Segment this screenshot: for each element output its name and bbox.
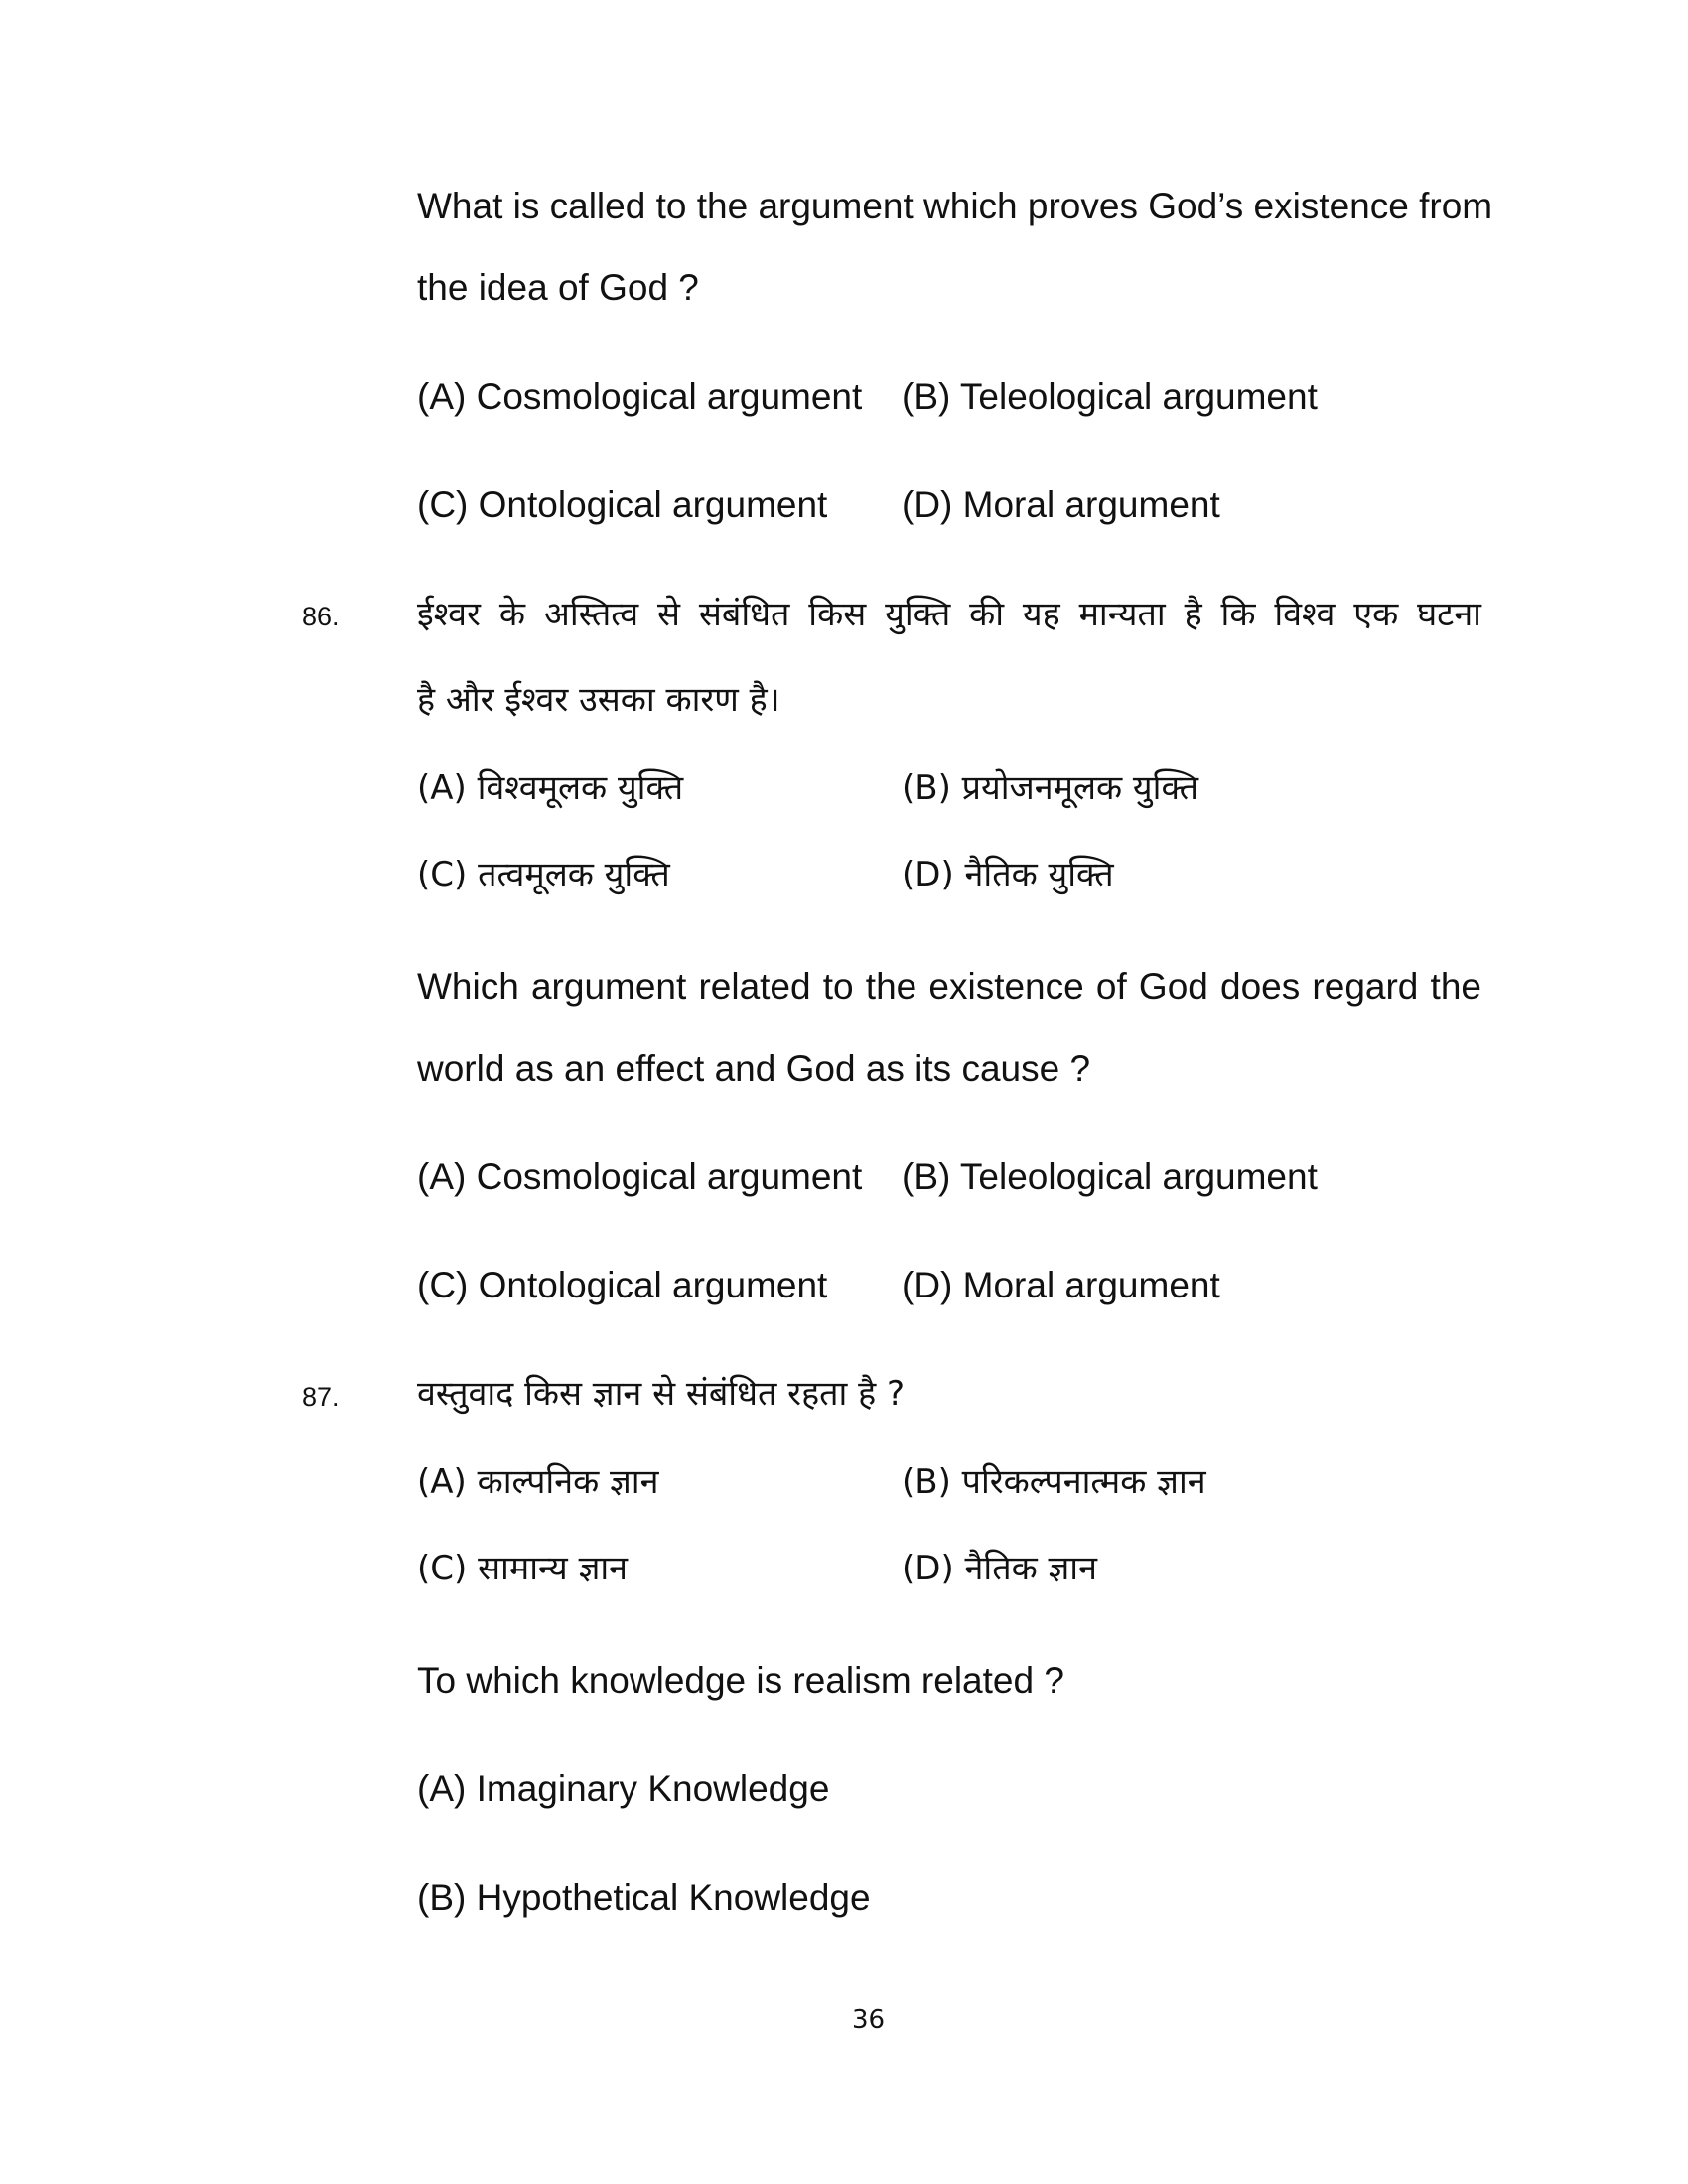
q87-hindi-option-a: (A) काल्पनिक ज्ञान xyxy=(417,1462,659,1502)
q85-option-a: (A) Cosmological argument xyxy=(417,376,863,417)
q85-english-text-line1: What is called to the argument which proves God’s existence from xyxy=(417,186,1493,226)
q85-english-text-line2: the idea of God ? xyxy=(417,267,699,308)
q86-hindi-option-b: (B) प्रयोजनमूलक युक्ति xyxy=(902,768,1199,808)
q86-hindi-option-a: (A) विश्वमूलक युक्ति xyxy=(417,768,684,808)
q86-hindi-text-line2: है और ईश्वर उसका कारण है। xyxy=(417,680,780,720)
q85-option-c: (C) Ontological argument xyxy=(417,484,828,525)
q86-english-text-line2: world as an effect and God as its cause ? xyxy=(417,1048,1091,1089)
question-number-86: 86. xyxy=(302,602,340,631)
question-number-87: 87. xyxy=(302,1382,340,1412)
q87-english-option-a: (A) Imaginary Knowledge xyxy=(417,1768,830,1809)
q85-option-b: (B) Teleological argument xyxy=(902,376,1318,417)
q86-hindi-option-d: (D) नैतिक युक्ति xyxy=(902,855,1114,894)
q85-option-d: (D) Moral argument xyxy=(902,484,1220,525)
q87-hindi-option-d: (D) नैतिक ज्ञान xyxy=(902,1549,1097,1588)
q87-english-option-b: (B) Hypothetical Knowledge xyxy=(417,1877,871,1918)
q86-english-option-c: (C) Ontological argument xyxy=(417,1265,828,1305)
q87-hindi-text: वस्तुवाद किस ज्ञान से संबंधित रहता है ? xyxy=(417,1374,906,1414)
q86-hindi-option-c: (C) तत्वमूलक युक्ति xyxy=(417,855,670,894)
q86-hindi-text-line1: ईश्वर के अस्तित्व से संबंधित किस युक्ति की यह मान्यता है कि विश्व एक घटना xyxy=(417,595,1481,634)
q86-english-option-d: (D) Moral argument xyxy=(902,1265,1220,1305)
q87-hindi-option-b: (B) परिकल्पनात्मक ज्ञान xyxy=(902,1462,1206,1502)
q86-english-option-a: (A) Cosmological argument xyxy=(417,1157,863,1197)
q86-english-text-line1: Which argument related to the existence of God does regard the xyxy=(417,966,1481,1007)
q87-hindi-option-c: (C) सामान्य ज्ञान xyxy=(417,1549,629,1588)
q87-english-text: To which knowledge is realism related ? xyxy=(417,1660,1064,1701)
page-number: 36 xyxy=(852,2005,886,2035)
q86-english-option-b: (B) Teleological argument xyxy=(902,1157,1318,1197)
